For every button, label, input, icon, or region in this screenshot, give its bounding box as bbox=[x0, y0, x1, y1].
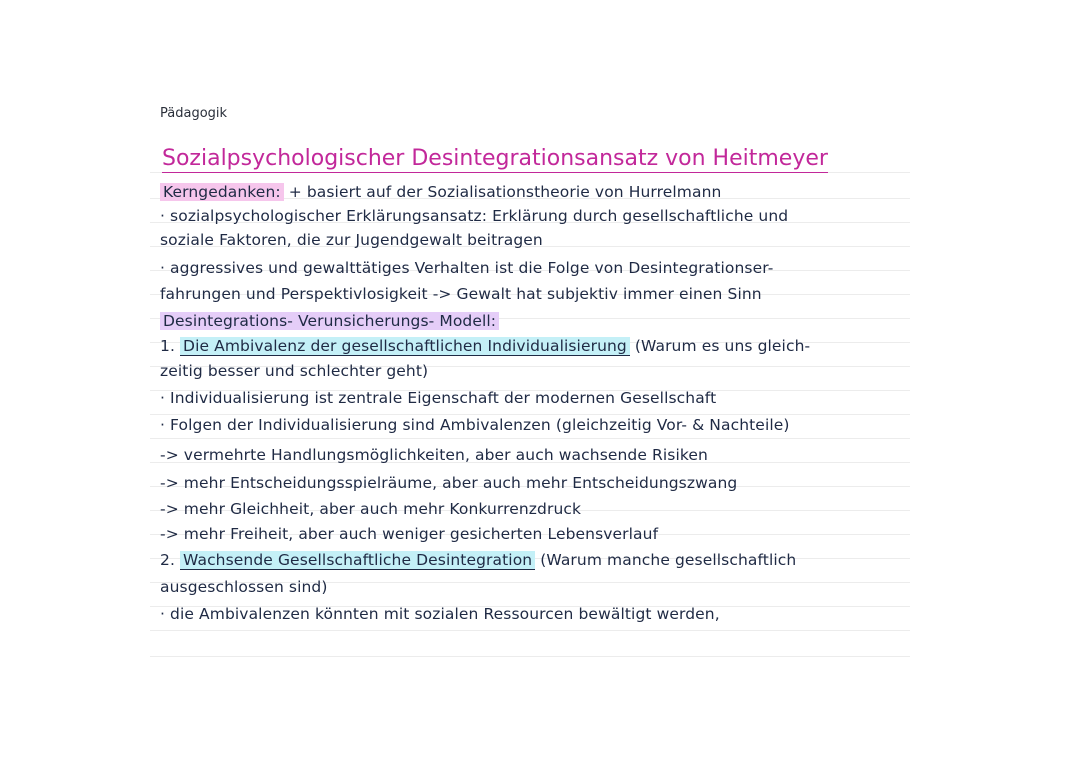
note-line-2: · sozialpsychologischer Erklärungsansatz: Erklärung durch gesellschaftliche und bbox=[160, 207, 789, 225]
note-text: (Warum es uns gleich- bbox=[629, 337, 811, 355]
page-title: Sozialpsychologischer Desintegrationsansatz von Heitmeyer bbox=[162, 146, 828, 171]
note-text: + basiert auf der Sozialisationstheorie von Hurrelmann bbox=[283, 183, 722, 201]
note-line-4: · aggressives und gewalttätiges Verhalten ist die Folge von Desintegrationser- bbox=[160, 259, 774, 277]
subject-label: Pädagogik bbox=[160, 106, 228, 121]
note-line-5: fahrungen und Perspektivlosigkeit -> Gewalt hat subjektiv immer einen Sinn bbox=[160, 285, 762, 303]
ruled-line bbox=[150, 656, 910, 657]
note-line-14: -> mehr Freiheit, aber auch weniger gesicherten Lebensverlauf bbox=[160, 525, 659, 543]
ruled-line bbox=[150, 630, 910, 631]
note-line-9: · Individualisierung ist zentrale Eigenschaft der modernen Gesellschaft bbox=[160, 389, 717, 407]
note-line-3: soziale Faktoren, die zur Jugendgewalt beitragen bbox=[160, 231, 543, 249]
model-heading-highlight: Desintegrations- Verunsicherungs- Modell: bbox=[160, 312, 499, 330]
list-number: 2. bbox=[160, 551, 175, 569]
note-line-8: zeitig besser und schlechter geht) bbox=[160, 362, 429, 380]
note-line-11: -> vermehrte Handlungsmöglichkeiten, aber auch wachsende Risiken bbox=[160, 446, 708, 464]
note-line-17: · die Ambivalenzen könnten mit sozialen Ressourcen bewältigt werden, bbox=[160, 605, 720, 623]
ruled-line bbox=[150, 414, 910, 415]
note-line-15 bbox=[160, 551, 796, 569]
note-line-1 bbox=[160, 183, 721, 201]
note-line-7 bbox=[160, 337, 810, 355]
note-line-6 bbox=[160, 312, 499, 330]
note-line-10: · Folgen der Individualisierung sind Ambivalenzen (gleichzeitig Vor- & Nachteile) bbox=[160, 416, 790, 434]
ruled-line bbox=[150, 438, 910, 439]
note-text: (Warum manche gesellschaftlich bbox=[535, 551, 797, 569]
note-line-12: -> mehr Entscheidungsspielräume, aber auch mehr Entscheidungszwang bbox=[160, 474, 738, 492]
note-line-13: -> mehr Gleichheit, aber auch mehr Konkurrenzdruck bbox=[160, 500, 582, 518]
point-heading-highlight: Die Ambivalenz der gesellschaftlichen Individualisierung bbox=[180, 337, 630, 356]
keyword-highlight: Kerngedanken: bbox=[160, 183, 284, 201]
note-line-16: ausgeschlossen sind) bbox=[160, 578, 328, 596]
list-number: 1. bbox=[160, 337, 175, 355]
point-heading-highlight: Wachsende Gesellschaftliche Desintegration bbox=[180, 551, 535, 570]
